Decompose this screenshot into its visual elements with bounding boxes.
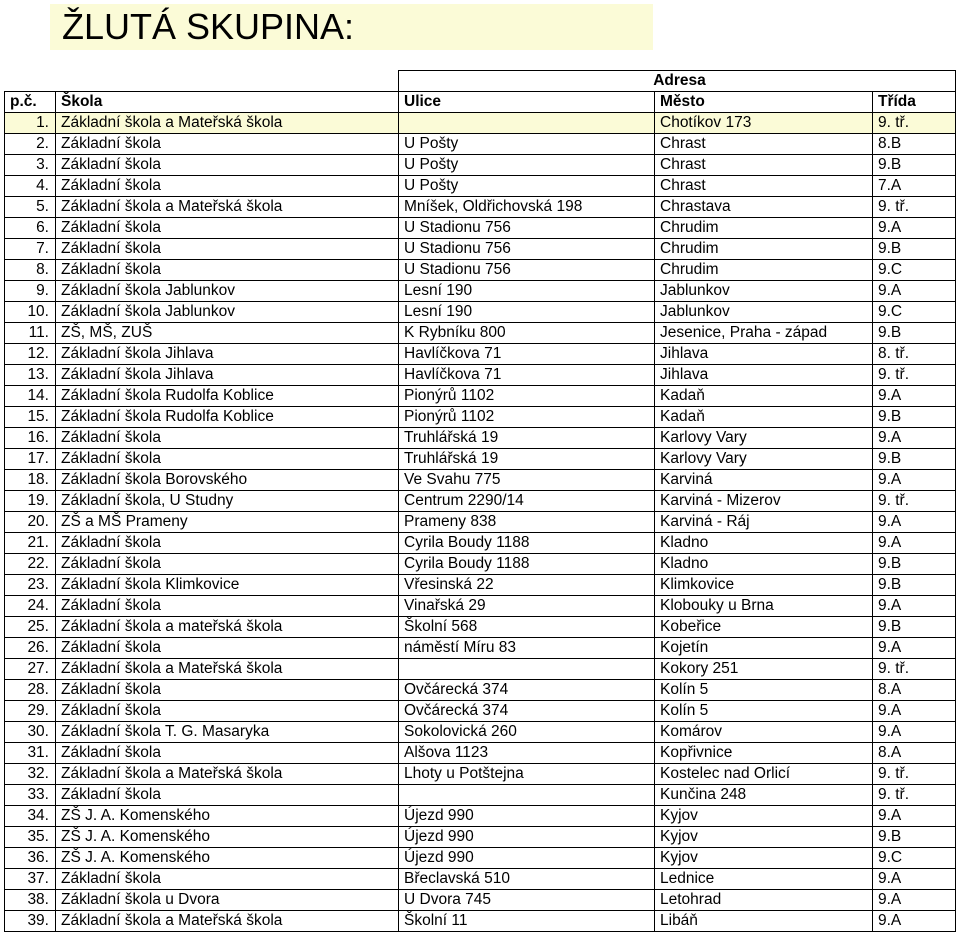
class: 7.A — [873, 176, 956, 197]
class: 9.B — [873, 827, 956, 848]
row-number: 13. — [5, 365, 56, 386]
table-row — [5, 638, 956, 659]
class: 9.A — [873, 722, 956, 743]
school-name: Základní škola a Mateřská škola — [56, 113, 399, 134]
street: U Stadionu 756 — [399, 239, 655, 260]
table-row — [5, 512, 956, 533]
row-number: 24. — [5, 596, 56, 617]
table-row — [5, 176, 956, 197]
class: 9.A — [873, 890, 956, 911]
street: Lesní 190 — [399, 281, 655, 302]
street: U Stadionu 756 — [399, 260, 655, 281]
table-row — [5, 743, 956, 764]
street: Ovčárecká 374 — [399, 680, 655, 701]
city: Jihlava — [655, 365, 873, 386]
table-row — [5, 197, 956, 218]
class: 9. tř. — [873, 764, 956, 785]
table-row — [5, 890, 956, 911]
row-number: 9. — [5, 281, 56, 302]
city: Karlovy Vary — [655, 428, 873, 449]
street: Újezd 990 — [399, 848, 655, 869]
table-row — [5, 344, 956, 365]
table-row — [5, 659, 956, 680]
table-row — [5, 722, 956, 743]
city: Kyjov — [655, 806, 873, 827]
school-name: Základní škola Klimkovice — [56, 575, 399, 596]
city: Kladno — [655, 533, 873, 554]
street — [399, 785, 655, 806]
street: Lhoty u Potštejna — [399, 764, 655, 785]
row-number: 10. — [5, 302, 56, 323]
row-number: 26. — [5, 638, 56, 659]
school-name: Základní škola — [56, 701, 399, 722]
city: Jesenice, Praha - západ — [655, 323, 873, 344]
street: Pionýrů 1102 — [399, 386, 655, 407]
city: Karviná - Ráj — [655, 512, 873, 533]
city: Karlovy Vary — [655, 449, 873, 470]
city: Kokory 251 — [655, 659, 873, 680]
street: Prameny 838 — [399, 512, 655, 533]
class: 9. tř. — [873, 785, 956, 806]
street: Mníšek, Oldřichovská 198 — [399, 197, 655, 218]
city: Kopřivnice — [655, 743, 873, 764]
class: 9.B — [873, 155, 956, 176]
school-name: Základní škola a mateřská škola — [56, 617, 399, 638]
row-number: 16. — [5, 428, 56, 449]
street: Sokolovická 260 — [399, 722, 655, 743]
table-row — [5, 386, 956, 407]
school-name: Základní škola u Dvora — [56, 890, 399, 911]
street: Truhlářská 19 — [399, 449, 655, 470]
street: Ve Svahu 775 — [399, 470, 655, 491]
city: Letohrad — [655, 890, 873, 911]
school-name: Základní škola — [56, 449, 399, 470]
class: 9.C — [873, 848, 956, 869]
street: K Rybníku 800 — [399, 323, 655, 344]
class: 9.B — [873, 239, 956, 260]
school-name: Základní škola — [56, 680, 399, 701]
class: 9. tř. — [873, 491, 956, 512]
school-name: Základní škola — [56, 785, 399, 806]
table-row — [5, 827, 956, 848]
street: Havlíčkova 71 — [399, 365, 655, 386]
table-row — [5, 239, 956, 260]
city: Chotíkov 173 — [655, 113, 873, 134]
row-number: 33. — [5, 785, 56, 806]
table-row — [5, 617, 956, 638]
school-name: Základní škola — [56, 134, 399, 155]
col-header-school: Škola — [56, 92, 399, 113]
street: Újezd 990 — [399, 827, 655, 848]
street: U Pošty — [399, 134, 655, 155]
class: 9. tř. — [873, 365, 956, 386]
school-name: Základní škola — [56, 743, 399, 764]
row-number: 5. — [5, 197, 56, 218]
row-number: 36. — [5, 848, 56, 869]
table-row — [5, 302, 956, 323]
row-number: 12. — [5, 344, 56, 365]
city: Kobeřice — [655, 617, 873, 638]
school-name: Základní škola a Mateřská škola — [56, 911, 399, 932]
row-number: 22. — [5, 554, 56, 575]
class: 9.B — [873, 554, 956, 575]
row-number: 1. — [5, 113, 56, 134]
col-header-class: Třída — [873, 92, 956, 113]
table-row — [5, 449, 956, 470]
row-number: 19. — [5, 491, 56, 512]
page-title: ŽLUTÁ SKUPINA: — [62, 6, 355, 47]
class: 9.A — [873, 470, 956, 491]
school-name: Základní škola — [56, 596, 399, 617]
street: Lesní 190 — [399, 302, 655, 323]
class: 8.A — [873, 743, 956, 764]
school-name: Základní škola — [56, 428, 399, 449]
class: 9.A — [873, 281, 956, 302]
class: 9.A — [873, 701, 956, 722]
col-header-number: p.č. — [5, 92, 56, 113]
school-name: ZŠ, MŠ, ZUŠ — [56, 323, 399, 344]
school-name: Základní škola — [56, 554, 399, 575]
street: náměstí Míru 83 — [399, 638, 655, 659]
class: 9.A — [873, 869, 956, 890]
street: Alšova 1123 — [399, 743, 655, 764]
city: Kostelec nad Orlicí — [655, 764, 873, 785]
street: Centrum 2290/14 — [399, 491, 655, 512]
street: Vřesinská 22 — [399, 575, 655, 596]
class: 9.B — [873, 323, 956, 344]
city: Libáň — [655, 911, 873, 932]
city: Jablunkov — [655, 302, 873, 323]
row-number: 34. — [5, 806, 56, 827]
street: Pionýrů 1102 — [399, 407, 655, 428]
table-row — [5, 323, 956, 344]
class: 9. tř. — [873, 113, 956, 134]
class: 9.A — [873, 806, 956, 827]
row-number: 11. — [5, 323, 56, 344]
city: Kyjov — [655, 827, 873, 848]
city: Chrastava — [655, 197, 873, 218]
class: 9.B — [873, 449, 956, 470]
street: U Pošty — [399, 155, 655, 176]
table-row — [5, 911, 956, 932]
table-row — [5, 491, 956, 512]
city: Chrast — [655, 176, 873, 197]
school-name: Základní škola a Mateřská škola — [56, 197, 399, 218]
school-name: Základní škola — [56, 176, 399, 197]
street: U Pošty — [399, 176, 655, 197]
row-number: 38. — [5, 890, 56, 911]
row-number: 8. — [5, 260, 56, 281]
table-row — [5, 701, 956, 722]
class: 9.B — [873, 407, 956, 428]
school-name: ZŠ J. A. Komenského — [56, 848, 399, 869]
table-row — [5, 533, 956, 554]
school-name: Základní škola Jihlava — [56, 344, 399, 365]
city: Kadaň — [655, 407, 873, 428]
school-name: ZŠ J. A. Komenského — [56, 827, 399, 848]
street: U Stadionu 756 — [399, 218, 655, 239]
table-row — [5, 785, 956, 806]
row-number: 27. — [5, 659, 56, 680]
row-number: 31. — [5, 743, 56, 764]
city: Chrudim — [655, 218, 873, 239]
school-name: Základní škola Borovského — [56, 470, 399, 491]
row-number: 4. — [5, 176, 56, 197]
city: Chrudim — [655, 260, 873, 281]
street: Ovčárecká 374 — [399, 701, 655, 722]
street: Vinařská 29 — [399, 596, 655, 617]
school-name: ZŠ a MŠ Prameny — [56, 512, 399, 533]
school-name: Základní škola — [56, 869, 399, 890]
school-name: Základní škola Jihlava — [56, 365, 399, 386]
school-name: Základní škola — [56, 260, 399, 281]
table-row — [5, 848, 956, 869]
city: Lednice — [655, 869, 873, 890]
city: Chrudim — [655, 239, 873, 260]
row-number: 39. — [5, 911, 56, 932]
city: Jihlava — [655, 344, 873, 365]
class: 9.A — [873, 218, 956, 239]
row-number: 14. — [5, 386, 56, 407]
table-row — [5, 680, 956, 701]
class: 9. tř. — [873, 197, 956, 218]
class: 9.A — [873, 512, 956, 533]
street: Újezd 990 — [399, 806, 655, 827]
class: 9.A — [873, 911, 956, 932]
row-number: 3. — [5, 155, 56, 176]
school-name: ZŠ J. A. Komenského — [56, 806, 399, 827]
table-row — [5, 575, 956, 596]
row-number: 32. — [5, 764, 56, 785]
city: Klimkovice — [655, 575, 873, 596]
street: U Dvora 745 — [399, 890, 655, 911]
class: 9.A — [873, 638, 956, 659]
street: Cyrila Boudy 1188 — [399, 554, 655, 575]
school-name: Základní škola — [56, 533, 399, 554]
city: Kunčina 248 — [655, 785, 873, 806]
city: Komárov — [655, 722, 873, 743]
class: 9.B — [873, 617, 956, 638]
table-row — [5, 596, 956, 617]
table-row — [5, 155, 956, 176]
school-name: Základní škola Jablunkov — [56, 302, 399, 323]
street: Havlíčkova 71 — [399, 344, 655, 365]
table-row — [5, 806, 956, 827]
row-number: 2. — [5, 134, 56, 155]
city: Kadaň — [655, 386, 873, 407]
city: Kolín 5 — [655, 680, 873, 701]
school-name: Základní škola Jablunkov — [56, 281, 399, 302]
row-number: 28. — [5, 680, 56, 701]
table-row — [5, 281, 956, 302]
column-header-row — [5, 92, 956, 113]
class: 9.A — [873, 596, 956, 617]
school-name: Základní škola — [56, 218, 399, 239]
street: Břeclavská 510 — [399, 869, 655, 890]
row-number: 35. — [5, 827, 56, 848]
city: Karviná - Mizerov — [655, 491, 873, 512]
city: Jablunkov — [655, 281, 873, 302]
table-row — [5, 113, 956, 134]
address-group-header: Adresa — [399, 71, 956, 92]
street — [399, 113, 655, 134]
school-name: Základní škola, U Studny — [56, 491, 399, 512]
city: Chrast — [655, 155, 873, 176]
city: Kyjov — [655, 848, 873, 869]
group-header-row — [5, 71, 956, 92]
row-number: 18. — [5, 470, 56, 491]
school-name: Základní škola T. G. Masaryka — [56, 722, 399, 743]
class: 9.C — [873, 260, 956, 281]
col-header-street: Ulice — [399, 92, 655, 113]
school-name: Základní škola — [56, 638, 399, 659]
school-name: Základní škola a Mateřská škola — [56, 764, 399, 785]
class: 9.C — [873, 302, 956, 323]
row-number: 30. — [5, 722, 56, 743]
table-row — [5, 134, 956, 155]
class: 9. tř. — [873, 659, 956, 680]
table-row — [5, 869, 956, 890]
row-number: 29. — [5, 701, 56, 722]
street — [399, 659, 655, 680]
table-row — [5, 218, 956, 239]
table-row — [5, 365, 956, 386]
table-row — [5, 260, 956, 281]
row-number: 37. — [5, 869, 56, 890]
row-number: 6. — [5, 218, 56, 239]
row-number: 7. — [5, 239, 56, 260]
row-number: 21. — [5, 533, 56, 554]
table-body — [5, 113, 956, 932]
city: Kolín 5 — [655, 701, 873, 722]
schools-table — [4, 70, 956, 932]
table-row — [5, 428, 956, 449]
street: Školní 568 — [399, 617, 655, 638]
class: 9.A — [873, 533, 956, 554]
city: Kojetín — [655, 638, 873, 659]
school-name: Základní škola Rudolfa Koblice — [56, 386, 399, 407]
city: Karviná — [655, 470, 873, 491]
row-number: 25. — [5, 617, 56, 638]
table-row — [5, 764, 956, 785]
city: Chrast — [655, 134, 873, 155]
row-number: 17. — [5, 449, 56, 470]
row-number: 15. — [5, 407, 56, 428]
street: Cyrila Boudy 1188 — [399, 533, 655, 554]
class: 9.A — [873, 428, 956, 449]
city: Klobouky u Brna — [655, 596, 873, 617]
city: Kladno — [655, 554, 873, 575]
class: 9.B — [873, 575, 956, 596]
row-number: 20. — [5, 512, 56, 533]
street: Školní 11 — [399, 911, 655, 932]
col-header-city: Město — [655, 92, 873, 113]
table-row — [5, 554, 956, 575]
row-number: 23. — [5, 575, 56, 596]
school-name: Základní škola a Mateřská škola — [56, 659, 399, 680]
school-name: Základní škola — [56, 155, 399, 176]
table-row — [5, 407, 956, 428]
class: 8. tř. — [873, 344, 956, 365]
class: 9.A — [873, 386, 956, 407]
table-row — [5, 470, 956, 491]
class: 8.B — [873, 134, 956, 155]
class: 8.A — [873, 680, 956, 701]
street: Truhlářská 19 — [399, 428, 655, 449]
school-name: Základní škola — [56, 239, 399, 260]
school-name: Základní škola Rudolfa Koblice — [56, 407, 399, 428]
